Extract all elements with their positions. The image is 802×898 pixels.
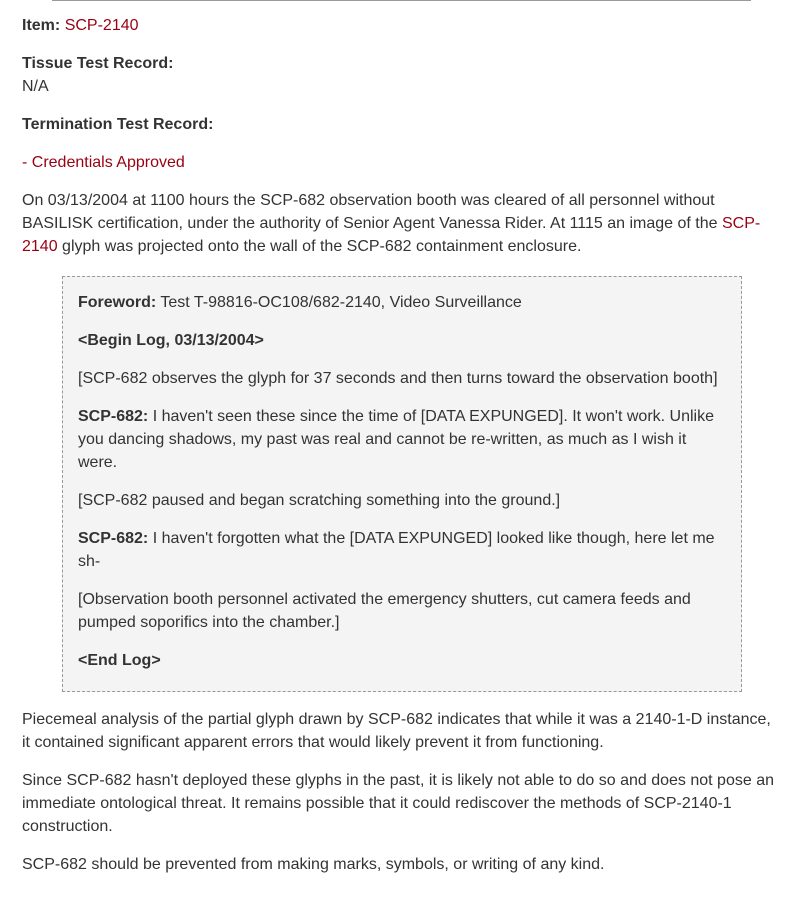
dialogue-text-2: I haven't forgotten what the [DATA EXPUNGED] looked like though, here let me sh- — [78, 530, 715, 570]
item-label: Item: — [22, 17, 61, 34]
end-log-label: <End Log> — [78, 652, 161, 669]
intro-text-2: glyph was projected onto the wall of the SCP-682 containment enclosure. — [57, 238, 582, 255]
credentials-status: - Credentials Approved — [22, 154, 185, 171]
conclusion-paragraph: Since SCP-682 hasn't deployed these glyphs in the past, it is likely not able to do so and does not pose an immediate ontological threat. It remains possible that it could rediscover the methods of SCP-2140-1 construction. — [22, 772, 774, 835]
log-dialogue-2 — [78, 527, 726, 573]
foreword-label: Foreword: — [78, 294, 157, 311]
test-log-box — [62, 276, 742, 692]
log-foreword — [78, 291, 726, 314]
intro-paragraph — [22, 189, 782, 258]
speaker-label-1: SCP-682: — [78, 408, 149, 425]
item-link[interactable]: SCP-2140 — [64, 17, 139, 34]
log-begin — [78, 329, 726, 352]
termination-record — [22, 113, 782, 136]
log-dialogue-1 — [78, 405, 726, 474]
log-action-2: [SCP-682 paused and began scratching something into the ground.] — [78, 492, 561, 509]
tissue-record — [22, 52, 782, 98]
analysis-paragraph: Piecemeal analysis of the partial glyph drawn by SCP-682 indicates that while it was a 2140-1-D instance, it contained significant apparent errors that would likely prevent it from functioning. — [22, 711, 771, 751]
termination-label: Termination Test Record: — [22, 116, 214, 133]
intro-text-1: On 03/13/2004 at 1100 hours the SCP-682 observation booth was cleared of all personnel without BASILISK certification, under the authority of Senior Agent Vanessa Rider. At 1115 an image of the — [22, 192, 722, 232]
begin-log-label: <Begin Log, 03/13/2004> — [78, 332, 264, 349]
directive-paragraph: SCP-682 should be prevented from making marks, symbols, or writing of any kind. — [22, 856, 605, 873]
scp-2140-link[interactable]: SCP-2140 — [22, 215, 761, 255]
log-action-1: [SCP-682 observes the glyph for 37 seconds and then turns toward the observation booth] — [78, 370, 718, 387]
tissue-value: N/A — [22, 78, 49, 95]
log-action-3: [Observation booth personnel activated the emergency shutters, cut camera feeds and pumped soporifics into the chamber.] — [78, 591, 691, 631]
dialogue-text-1: I haven't seen these since the time of [DATA EXPUNGED]. It won't work. Unlike you dancing shadows, my past was real and cannot be re-written, as much as I wish it were. — [78, 408, 714, 471]
tissue-label: Tissue Test Record: — [22, 55, 174, 72]
top-divider — [52, 0, 751, 1]
item-line — [22, 14, 782, 37]
foreword-text: Test T-98816-OC108/682-2140, Video Surveillance — [156, 294, 522, 311]
document-body — [22, 14, 782, 891]
log-end — [78, 649, 726, 672]
speaker-label-2: SCP-682: — [78, 530, 149, 547]
